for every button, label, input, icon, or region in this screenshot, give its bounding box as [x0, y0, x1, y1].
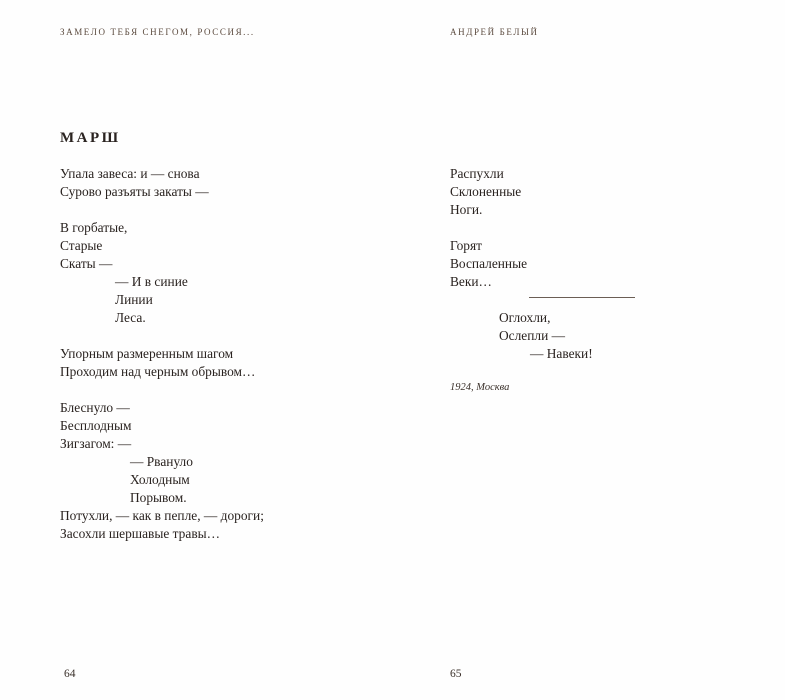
poem-line: Ослепли —	[499, 328, 565, 343]
poem-line: Горят	[450, 238, 482, 253]
poem-line: Засохли шершавые травы…	[60, 526, 221, 541]
section-divider-rule	[529, 297, 635, 298]
poem-line: Воспаленные	[450, 256, 528, 271]
right-page	[392, 0, 785, 700]
poem-line: В горбатые,	[60, 220, 128, 235]
poem-line: Упала завеса: и — снова	[60, 166, 200, 181]
poem-line: — Рвануло	[130, 454, 193, 469]
running-head-right: АНДРЕЙ БЕЛЫЙ	[450, 27, 539, 37]
page-number-left: 64	[64, 668, 76, 680]
poem-line: Склоненные	[450, 184, 522, 199]
poem-line: Холодным	[130, 472, 190, 487]
poem-line: Оглохли,	[499, 310, 551, 325]
running-head-left: ЗАМЕЛО ТЕБЯ СНЕГОМ, РОССИЯ...	[60, 27, 255, 37]
poem-line: Веки…	[450, 274, 492, 289]
poem-line: Зигзагом: —	[60, 436, 132, 451]
poem-line: Леса.	[115, 310, 146, 325]
poem-line: Старые	[60, 238, 103, 253]
poem-line: Порывом.	[130, 490, 187, 505]
poem-line: Распухли	[450, 166, 504, 181]
poem-line: Бесплодным	[60, 418, 132, 433]
left-page	[0, 0, 392, 700]
poem-line: Проходим над черным обрывом…	[60, 364, 256, 379]
poem-line: Блеснуло —	[60, 400, 130, 415]
poem-line: Сурово разъяты закаты —	[60, 184, 209, 199]
poem-line: — Навеки!	[530, 346, 593, 361]
poem-dateline: 1924, Москва	[450, 382, 510, 393]
page-number-right: 65	[450, 668, 462, 680]
poem-line: Упорным размеренным шагом	[60, 346, 234, 361]
poem-line: Ноги.	[450, 202, 483, 217]
poem-line: Линии	[115, 292, 153, 307]
poem-line: — И в синие	[115, 274, 188, 289]
poem-line: Потухли, — как в пепле, — дороги;	[60, 508, 264, 523]
poem-title: МАРШ	[60, 130, 121, 146]
poem-line: Скаты —	[60, 256, 113, 271]
